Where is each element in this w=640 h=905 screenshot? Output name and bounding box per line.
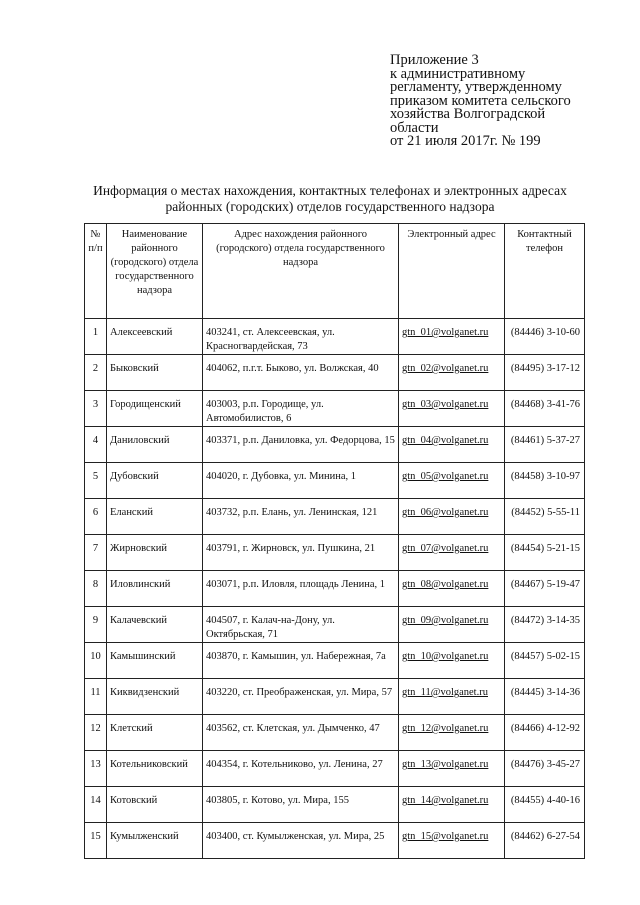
- cell-phone: (84457) 5-02-15: [505, 643, 585, 679]
- cell-address: 403805, г. Котово, ул. Мира, 155: [203, 787, 399, 823]
- cell-email: [399, 571, 505, 607]
- email-link[interactable]: gtn_14@volganet.ru: [402, 795, 489, 806]
- cell-phone: (84468) 3-41-76: [505, 391, 585, 427]
- header-address: Адрес нахождения районного (городского) отдела государственного надзора: [203, 224, 399, 319]
- cell-num: 5: [85, 463, 107, 499]
- cell-email: [399, 535, 505, 571]
- cell-email: [399, 463, 505, 499]
- cell-address: 404062, п.г.т. Быково, ул. Волжская, 40: [203, 355, 399, 391]
- document-title: [60, 183, 600, 215]
- cell-address: 403732, р.п. Елань, ул. Ленинская, 121: [203, 499, 399, 535]
- appendix-line: области: [390, 119, 439, 136]
- cell-phone: (84446) 3-10-60: [505, 319, 585, 355]
- cell-num: 6: [85, 499, 107, 535]
- appendix-line: хозяйства Волгоградской: [390, 106, 546, 122]
- cell-num: 7: [85, 535, 107, 571]
- email-link[interactable]: gtn_09@volganet.ru: [402, 615, 489, 626]
- cell-email: [399, 427, 505, 463]
- appendix-line: от 21 июля 2017г. № 199: [390, 133, 541, 149]
- cell-phone: (84476) 3-45-27: [505, 751, 585, 787]
- cell-phone: (84458) 3-10-97: [505, 463, 585, 499]
- table-row: [85, 787, 585, 823]
- cell-address: 403071, р.п. Иловля, площадь Ленина, 1: [203, 571, 399, 607]
- cell-email: [399, 679, 505, 715]
- cell-name: Кумылженский: [107, 823, 203, 859]
- cell-num: 10: [85, 643, 107, 679]
- email-link[interactable]: gtn_04@volganet.ru: [402, 435, 489, 446]
- title-line-2: районных (городских) отделов государственного надзора: [165, 199, 495, 214]
- table-header-row: [85, 224, 585, 319]
- cell-num: 14: [85, 787, 107, 823]
- email-link[interactable]: gtn_10@volganet.ru: [402, 651, 489, 662]
- cell-name: Еланский: [107, 499, 203, 535]
- cell-name: Клетский: [107, 715, 203, 751]
- email-link[interactable]: gtn_11@volganet.ru: [402, 687, 488, 698]
- email-link[interactable]: gtn_01@volganet.ru: [402, 327, 489, 338]
- header-phone: Контактный телефон: [505, 224, 585, 319]
- cell-email: [399, 391, 505, 427]
- cell-name: Алексеевский: [107, 319, 203, 355]
- cell-num: 11: [85, 679, 107, 715]
- cell-phone: (84495) 3-17-12: [505, 355, 585, 391]
- email-link[interactable]: gtn_15@volganet.ru: [402, 831, 489, 842]
- cell-num: 9: [85, 607, 107, 643]
- cell-address: 404507, г. Калач-на-Дону, ул. Октябрьская, 71: [203, 607, 399, 643]
- offices-table: [84, 223, 585, 859]
- cell-address: 403220, ст. Преображенская, ул. Мира, 57: [203, 679, 399, 715]
- cell-phone: (84467) 5-19-47: [505, 571, 585, 607]
- cell-name: Киквидзенский: [107, 679, 203, 715]
- cell-email: [399, 643, 505, 679]
- cell-name: Котовский: [107, 787, 203, 823]
- appendix-line: приказом комитета сельского: [390, 92, 571, 109]
- table-row: [85, 463, 585, 499]
- cell-name: Даниловский: [107, 427, 203, 463]
- cell-num: 13: [85, 751, 107, 787]
- cell-phone: (84461) 5-37-27: [505, 427, 585, 463]
- email-link[interactable]: gtn_12@volganet.ru: [402, 723, 489, 734]
- table-row: [85, 355, 585, 391]
- table-row: [85, 823, 585, 859]
- cell-address: 404020, г. Дубовка, ул. Минина, 1: [203, 463, 399, 499]
- email-link[interactable]: gtn_02@volganet.ru: [402, 363, 489, 374]
- email-link[interactable]: gtn_13@volganet.ru: [402, 759, 489, 770]
- cell-address: 403003, р.п. Городище, ул. Автомобилистов, 6: [203, 391, 399, 427]
- email-link[interactable]: gtn_03@volganet.ru: [402, 399, 489, 410]
- cell-email: [399, 355, 505, 391]
- table-row: [85, 535, 585, 571]
- cell-phone: (84466) 4-12-92: [505, 715, 585, 751]
- email-link[interactable]: gtn_08@volganet.ru: [402, 579, 489, 590]
- cell-num: 8: [85, 571, 107, 607]
- email-link[interactable]: gtn_05@volganet.ru: [402, 471, 489, 482]
- table-row: [85, 679, 585, 715]
- email-link[interactable]: gtn_06@volganet.ru: [402, 507, 489, 518]
- appendix-line: Приложение 3: [390, 52, 479, 68]
- table-body: [85, 319, 585, 859]
- cell-num: 15: [85, 823, 107, 859]
- cell-address: 403791, г. Жирновск, ул. Пушкина, 21: [203, 535, 399, 571]
- cell-phone: (84472) 3-14-35: [505, 607, 585, 643]
- cell-num: 3: [85, 391, 107, 427]
- cell-address: 403870, г. Камышин, ул. Набережная, 7а: [203, 643, 399, 679]
- cell-address: 403371, р.п. Даниловка, ул. Федорцова, 15: [203, 427, 399, 463]
- appendix-line: к административному: [390, 65, 526, 82]
- table-row: [85, 427, 585, 463]
- cell-email: [399, 751, 505, 787]
- title-line-1: Информация о местах нахождения, контактных телефонах и электронных адресах: [93, 183, 567, 198]
- cell-email: [399, 823, 505, 859]
- cell-address: 403241, ст. Алексеевская, ул. Красногвардейская, 73: [203, 319, 399, 355]
- cell-email: [399, 715, 505, 751]
- cell-name: Городищенский: [107, 391, 203, 427]
- cell-phone: (84454) 5-21-15: [505, 535, 585, 571]
- table-row: [85, 319, 585, 355]
- table-row: [85, 571, 585, 607]
- header-name: Наименование районного (городского) отдела государственного надзора: [107, 224, 203, 319]
- cell-name: Калачевский: [107, 607, 203, 643]
- cell-name: Дубовский: [107, 463, 203, 499]
- cell-phone: (84455) 4-40-16: [505, 787, 585, 823]
- cell-email: [399, 607, 505, 643]
- header-num: № п/п: [85, 224, 107, 319]
- cell-phone: (84445) 3-14-36: [505, 679, 585, 715]
- cell-name: Иловлинский: [107, 571, 203, 607]
- cell-num: 4: [85, 427, 107, 463]
- table-row: [85, 751, 585, 787]
- cell-name: Котельниковский: [107, 751, 203, 787]
- cell-phone: (84462) 6-27-54: [505, 823, 585, 859]
- cell-email: [399, 499, 505, 535]
- cell-num: 2: [85, 355, 107, 391]
- cell-phone: (84452) 5-55-11: [505, 499, 585, 535]
- cell-name: Жирновский: [107, 535, 203, 571]
- appendix-line: регламенту, утвержденному: [390, 79, 562, 95]
- cell-address: 404354, г. Котельниково, ул. Ленина, 27: [203, 751, 399, 787]
- table-row: [85, 607, 585, 643]
- header-email: Электронный адрес: [399, 224, 505, 319]
- table-row: [85, 391, 585, 427]
- table-row: [85, 499, 585, 535]
- cell-email: [399, 787, 505, 823]
- cell-num: 1: [85, 319, 107, 355]
- cell-name: Камышинский: [107, 643, 203, 679]
- cell-email: [399, 319, 505, 355]
- email-link[interactable]: gtn_07@volganet.ru: [402, 543, 489, 554]
- table-row: [85, 643, 585, 679]
- cell-name: Быковский: [107, 355, 203, 391]
- table-row: [85, 715, 585, 751]
- appendix-block: [390, 54, 620, 149]
- cell-address: 403400, ст. Кумылженская, ул. Мира, 25: [203, 823, 399, 859]
- cell-address: 403562, ст. Клетская, ул. Дымченко, 47: [203, 715, 399, 751]
- cell-num: 12: [85, 715, 107, 751]
